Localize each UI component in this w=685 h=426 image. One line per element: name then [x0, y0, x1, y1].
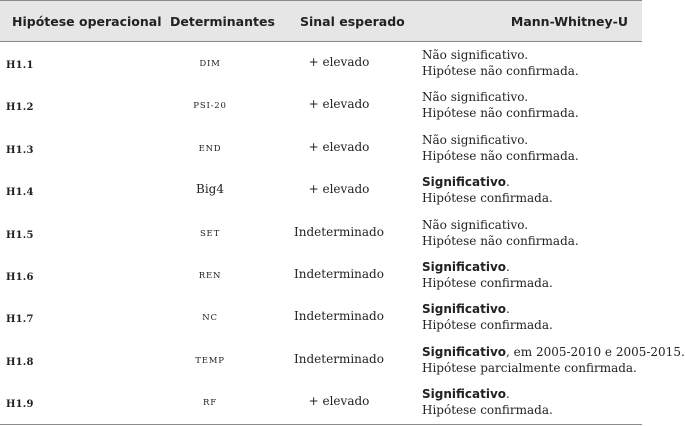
determinant: REN — [198, 270, 222, 281]
result-line2: Hipótese não confirmada. — [422, 64, 579, 78]
result-bold: Significativo — [422, 259, 507, 274]
table-header — [0, 0, 642, 42]
header-determinantes: Determinantes — [170, 14, 275, 29]
result-bold: Significativo — [422, 387, 507, 402]
determinant: SET — [199, 228, 221, 239]
result-line1: , em 2005-2010 e 2005-2015. — [506, 344, 685, 359]
determinant: NC — [202, 313, 218, 324]
expected-sign: Indeterminado — [294, 224, 384, 239]
hypothesis-id: H1.3 — [6, 144, 34, 156]
result-line2: Hipótese não confirmada. — [422, 233, 579, 248]
table-body — [0, 42, 685, 424]
hypothesis-id: H1.7 — [6, 314, 34, 326]
determinant: END — [198, 143, 222, 154]
mann-whitney-result — [422, 174, 553, 206]
result-line1: . — [506, 387, 510, 402]
result-line2: Hipótese confirmada. — [422, 403, 553, 418]
result-line1: Não significativo. — [422, 132, 529, 147]
result-line2: Hipótese parcialmente confirmada. — [422, 360, 637, 375]
expected-sign: + elevado — [308, 55, 370, 69]
mann-whitney-result — [422, 344, 685, 376]
result-line1: Não significativo. — [422, 48, 529, 62]
hypothesis-id: H1.9 — [6, 399, 34, 411]
result-line2: Hipótese não confirmada. — [422, 148, 579, 163]
mann-whitney-result — [422, 386, 553, 418]
mann-whitney-result — [422, 132, 579, 164]
table-row — [0, 212, 642, 254]
result-line1: . — [506, 175, 510, 190]
mann-whitney-result — [422, 217, 579, 249]
expected-sign: + elevado — [308, 97, 370, 112]
mann-whitney-result — [422, 47, 579, 79]
table-row — [0, 381, 642, 423]
mann-whitney-result — [422, 301, 553, 333]
expected-sign: + elevado — [308, 182, 370, 197]
hypothesis-id: H1.2 — [6, 102, 34, 114]
result-line2: Hipótese confirmada. — [422, 191, 553, 206]
mann-whitney-result — [422, 259, 553, 291]
table-row — [0, 169, 642, 211]
result-line2: Hipótese confirmada. — [422, 318, 553, 333]
hypothesis-id: H1.1 — [6, 60, 34, 71]
expected-sign: Indeterminado — [294, 266, 384, 281]
expected-sign: + elevado — [308, 139, 370, 154]
expected-sign: Indeterminado — [294, 351, 384, 366]
result-line1: Não significativo. — [422, 217, 529, 232]
table-row — [0, 296, 642, 338]
table-row — [0, 339, 685, 381]
header-hipotese-operacional: Hipótese operacional — [12, 14, 162, 29]
determinant: PSI-20 — [193, 101, 227, 112]
mann-whitney-result — [422, 89, 579, 121]
table-bottom-rule — [0, 424, 642, 425]
result-line2: Hipótese não confirmada. — [422, 106, 579, 121]
result-line1: . — [506, 259, 510, 274]
header-mann-whitney: Mann-Whitney-U — [510, 14, 628, 29]
expected-sign: Indeterminado — [294, 309, 384, 324]
hypothesis-id: H1.5 — [6, 229, 34, 241]
table-row — [0, 127, 642, 169]
result-bold: Significativo — [422, 344, 507, 359]
result-line1: . — [506, 302, 510, 317]
determinant: Big4 — [196, 182, 224, 197]
table-row — [0, 42, 642, 84]
result-bold: Significativo — [422, 175, 507, 190]
table-row — [0, 254, 642, 296]
table-row — [0, 84, 642, 126]
result-line2: Hipótese confirmada. — [422, 275, 553, 290]
expected-sign: + elevado — [308, 394, 370, 409]
determinant: RF — [203, 398, 217, 409]
header-sinal-esperado: Sinal esperado — [300, 14, 405, 29]
determinant: TEMP — [195, 355, 225, 366]
result-bold: Significativo — [422, 302, 507, 317]
hypothesis-id: H1.4 — [6, 187, 34, 199]
hypothesis-id: H1.6 — [6, 271, 34, 283]
determinant: DIM — [199, 59, 221, 69]
hypothesis-id: H1.8 — [6, 356, 34, 368]
result-line1: Não significativo. — [422, 90, 529, 105]
